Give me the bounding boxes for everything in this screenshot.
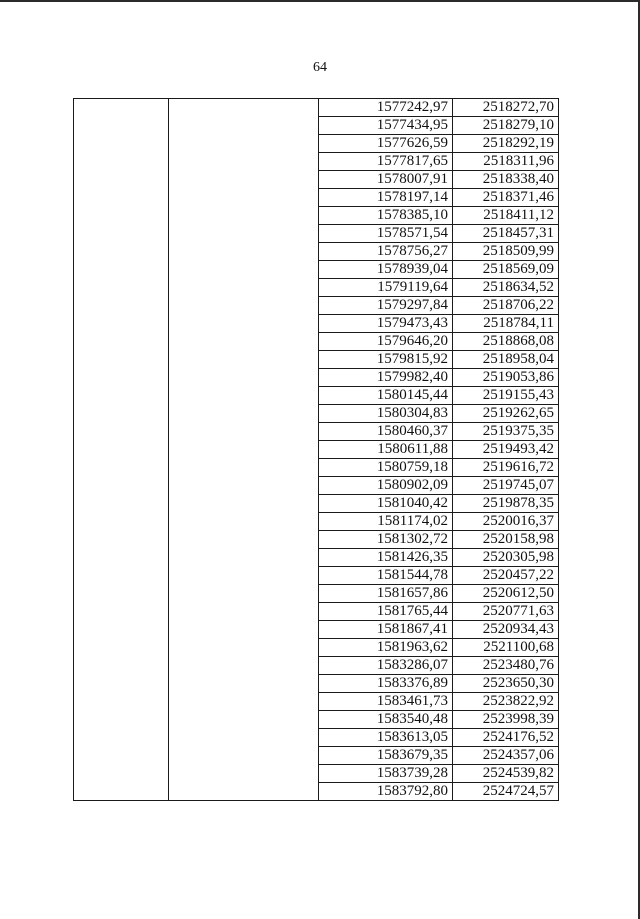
coordinate-y-cell: 2524724,57 <box>453 783 559 801</box>
coordinate-x-cell: 1580902,09 <box>319 477 453 495</box>
coordinate-y-cell: 2518279,10 <box>453 117 559 135</box>
coordinate-x-cell: 1581426,35 <box>319 549 453 567</box>
coordinate-x-cell: 1581963,62 <box>319 639 453 657</box>
coordinate-x-cell: 1583461,73 <box>319 693 453 711</box>
coordinate-x-cell: 1581174,02 <box>319 513 453 531</box>
coordinate-y-cell: 2518457,31 <box>453 225 559 243</box>
coordinate-x-cell: 1581040,42 <box>319 495 453 513</box>
coordinate-x-cell: 1579815,92 <box>319 351 453 369</box>
coordinate-y-cell: 2520016,37 <box>453 513 559 531</box>
coordinate-y-cell: 2518338,40 <box>453 171 559 189</box>
coordinate-x-cell: 1583792,80 <box>319 783 453 801</box>
coordinate-x-cell: 1580759,18 <box>319 459 453 477</box>
coordinate-y-cell: 2524176,52 <box>453 729 559 747</box>
coordinate-x-cell: 1580304,83 <box>319 405 453 423</box>
coordinate-x-cell: 1583540,48 <box>319 711 453 729</box>
coordinate-y-cell: 2518958,04 <box>453 351 559 369</box>
coordinate-y-cell: 2518784,11 <box>453 315 559 333</box>
table-row <box>74 99 559 117</box>
coordinate-y-cell: 2518371,46 <box>453 189 559 207</box>
coordinate-x-cell: 1581544,78 <box>319 567 453 585</box>
coordinates-table <box>73 98 559 801</box>
coordinate-y-cell: 2519155,43 <box>453 387 559 405</box>
coordinate-y-cell: 2524357,06 <box>453 747 559 765</box>
coordinate-x-cell: 1581302,72 <box>319 531 453 549</box>
coordinate-x-cell: 1578756,27 <box>319 243 453 261</box>
coordinate-x-cell: 1580611,88 <box>319 441 453 459</box>
coordinate-y-cell: 2520457,22 <box>453 567 559 585</box>
coordinate-y-cell: 2519375,35 <box>453 423 559 441</box>
coordinate-y-cell: 2520305,98 <box>453 549 559 567</box>
scan-edge-top <box>0 0 640 2</box>
coordinate-x-cell: 1580460,37 <box>319 423 453 441</box>
coordinate-x-cell: 1579646,20 <box>319 333 453 351</box>
coordinate-y-cell: 2520934,43 <box>453 621 559 639</box>
coordinate-x-cell: 1577626,59 <box>319 135 453 153</box>
empty-cell-column-1 <box>74 99 169 801</box>
coordinate-x-cell: 1580145,44 <box>319 387 453 405</box>
coordinate-y-cell: 2518706,22 <box>453 297 559 315</box>
coordinate-y-cell: 2518292,19 <box>453 135 559 153</box>
coordinate-x-cell: 1578007,91 <box>319 171 453 189</box>
coordinate-x-cell: 1579982,40 <box>319 369 453 387</box>
coordinate-y-cell: 2518272,70 <box>453 99 559 117</box>
coordinate-y-cell: 2519053,86 <box>453 369 559 387</box>
coordinate-x-cell: 1578197,14 <box>319 189 453 207</box>
coordinate-y-cell: 2520771,63 <box>453 603 559 621</box>
coordinate-x-cell: 1578571,54 <box>319 225 453 243</box>
coordinate-x-cell: 1581765,44 <box>319 603 453 621</box>
coordinate-x-cell: 1581867,41 <box>319 621 453 639</box>
coordinate-x-cell: 1579119,64 <box>319 279 453 297</box>
coordinate-x-cell: 1579297,84 <box>319 297 453 315</box>
coordinate-y-cell: 2520612,50 <box>453 585 559 603</box>
coordinate-x-cell: 1583679,35 <box>319 747 453 765</box>
coordinate-y-cell: 2519878,35 <box>453 495 559 513</box>
coordinate-y-cell: 2518311,96 <box>453 153 559 171</box>
coordinate-y-cell: 2519616,72 <box>453 459 559 477</box>
coordinate-y-cell: 2519493,42 <box>453 441 559 459</box>
empty-cell-column-2 <box>169 99 319 801</box>
coordinate-x-cell: 1577242,97 <box>319 99 453 117</box>
coordinate-x-cell: 1581657,86 <box>319 585 453 603</box>
coordinate-y-cell: 2523480,76 <box>453 657 559 675</box>
coordinate-y-cell: 2518411,12 <box>453 207 559 225</box>
coordinate-y-cell: 2518509,99 <box>453 243 559 261</box>
coordinate-x-cell: 1583613,05 <box>319 729 453 747</box>
coordinates-table-body <box>74 99 559 801</box>
coordinate-y-cell: 2523998,39 <box>453 711 559 729</box>
coordinate-y-cell: 2518569,09 <box>453 261 559 279</box>
coordinate-x-cell: 1583286,07 <box>319 657 453 675</box>
coordinate-y-cell: 2523822,92 <box>453 693 559 711</box>
coordinate-y-cell: 2519262,65 <box>453 405 559 423</box>
coordinate-y-cell: 2521100,68 <box>453 639 559 657</box>
coordinate-x-cell: 1577434,95 <box>319 117 453 135</box>
page-number: 64 <box>313 60 327 75</box>
coordinate-y-cell: 2524539,82 <box>453 765 559 783</box>
coordinate-x-cell: 1579473,43 <box>319 315 453 333</box>
coordinate-y-cell: 2518868,08 <box>453 333 559 351</box>
coordinate-x-cell: 1578385,10 <box>319 207 453 225</box>
coordinate-x-cell: 1583739,28 <box>319 765 453 783</box>
coordinate-x-cell: 1577817,65 <box>319 153 453 171</box>
coordinate-x-cell: 1578939,04 <box>319 261 453 279</box>
coordinate-y-cell: 2520158,98 <box>453 531 559 549</box>
coordinate-y-cell: 2519745,07 <box>453 477 559 495</box>
coordinate-y-cell: 2523650,30 <box>453 675 559 693</box>
coordinate-y-cell: 2518634,52 <box>453 279 559 297</box>
coordinate-x-cell: 1583376,89 <box>319 675 453 693</box>
